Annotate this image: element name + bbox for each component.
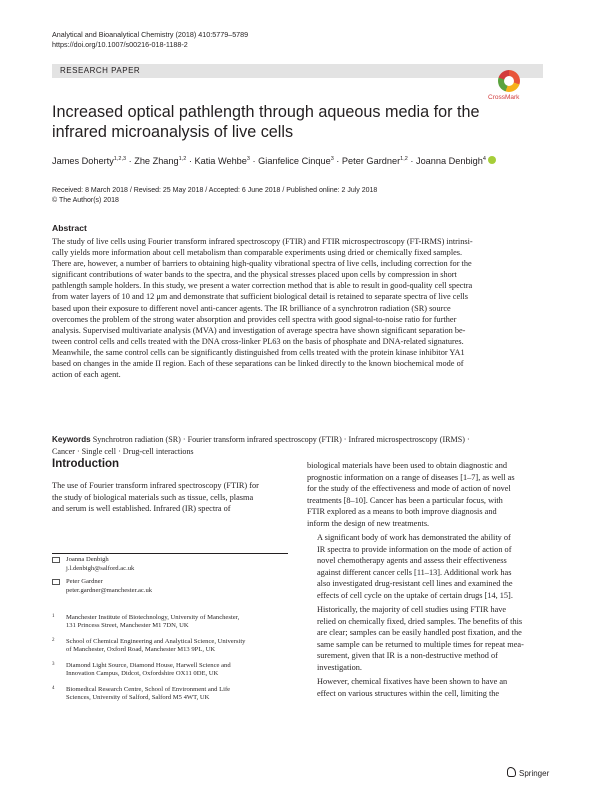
paragraph-line: IR spectra to provide information on the mode of action of	[317, 544, 512, 554]
paragraph-line: are clear; samples can be easily handled post fixation, and the	[317, 628, 522, 637]
affiliation-line: Innovation Campus, Didcot, Oxfordshire OX11 0DE, UK	[66, 670, 219, 678]
paragraph-line: surement, given that IR is a non-destructive method of	[317, 651, 498, 660]
affiliation-line: 131 Princess Street, Manchester M1 7DN, UK	[66, 622, 189, 630]
crossmark-label: CrossMark	[488, 94, 520, 101]
contact-entry	[52, 578, 288, 596]
author-affiliation-marker: 1,2	[400, 156, 408, 162]
author-name[interactable]: James Doherty	[52, 156, 114, 167]
affiliation-text	[66, 614, 288, 631]
author-affiliation-marker: 3	[330, 156, 334, 162]
abstract-line: Meanwhile, the same control cells can be significantly distinguished from cells treated with the protein kinase inhibitor YA1	[52, 347, 465, 357]
contact-text	[66, 556, 134, 573]
springer-horse-icon	[507, 767, 516, 777]
introduction-heading: Introduction	[52, 458, 120, 470]
abstract-line: based on changes in the amide II region. Each of these separations can be linked directly to the known biochemical mode of	[52, 359, 464, 369]
paragraph-line: FTIR explored as a means to both improve diagnosis and	[307, 507, 497, 516]
affiliation-number: 1	[52, 614, 55, 619]
affiliation-entry	[52, 638, 288, 658]
abstract-line: cally yields more information about cell metabolism than comparable experiments using dried or chemically fixed samples.	[52, 248, 463, 258]
paragraph-line: novel chemotherapy agents and assess their effectiveness	[317, 556, 507, 565]
doi-link[interactable]: https://doi.org/10.1007/s00216-018-1188-2	[52, 40, 188, 49]
abstract-line: significant contributions of water bands to the spectra, and the physical stresses placed upon cells by compression in short	[52, 270, 457, 280]
paragraph-line: prognostic information on a range of diseases [1–7], as well as	[307, 472, 515, 482]
publisher-logo	[507, 767, 549, 778]
affiliation-line: Manchester Institute of Biotechnology, University of Manchester,	[66, 614, 240, 621]
affiliation-number: 4	[52, 686, 55, 691]
paragraph-line: inform the design of new treatments.	[307, 518, 430, 528]
orcid-icon[interactable]	[488, 156, 496, 164]
contact-text	[66, 578, 152, 595]
affiliation-text	[66, 662, 288, 679]
envelope-icon	[52, 557, 60, 563]
keywords-text: Synchrotron radiation (SR) · Fourier transform infrared spectroscopy (FTIR) · Infrared microspectroscopy (IRMS) ·	[92, 435, 470, 444]
affiliation-line: School of Chemical Engineering and Analytical Science, University	[66, 638, 246, 645]
affiliation-entry	[52, 614, 288, 634]
paragraph-line: for the study of the effectiveness and mode of action of novel	[307, 484, 511, 493]
author-name[interactable]: Joanna Denbigh	[415, 156, 483, 167]
abstract-line: analysis. Supervised multivariate analysis (MVA) and investigation of average spectra have shown significant separation be-	[52, 325, 466, 335]
abstract-line: pathlength sample holders. In this study, we present a water correction method that is able to result in good-quality cell spectra	[52, 281, 473, 291]
journal-citation: Analytical and Bioanalytical Chemistry (2018) 410:5779–5789	[52, 30, 249, 39]
author-name[interactable]: Zhe Zhang	[134, 156, 179, 167]
envelope-icon	[52, 579, 60, 585]
dates-line: Received: 8 March 2018 / Revised: 25 May 2018 / Accepted: 6 June 2018 / Published online: 2 July 2018	[52, 187, 378, 194]
paragraph	[307, 604, 543, 673]
author-separator: ·	[126, 156, 135, 167]
introduction-line: and serum is well established. Infrared (IR) spectra of	[52, 504, 231, 513]
affiliation-text	[66, 638, 288, 655]
introduction-line: The use of Fourier transform infrared spectroscopy (FTIR) for	[52, 481, 259, 490]
article-title: Increased optical pathlength through aqueous media for the infrared microanalysis of live cells	[52, 103, 480, 141]
contact-name: Peter Gardner	[66, 578, 103, 585]
paragraph	[307, 532, 543, 601]
abstract-line: action of each agent.	[52, 370, 121, 380]
author-name[interactable]: Peter Gardner	[341, 156, 401, 167]
crossmark-icon	[498, 70, 520, 92]
crossmark-badge[interactable]	[488, 70, 540, 106]
section-label: RESEARCH PAPER	[60, 66, 141, 75]
author-separator: ·	[249, 156, 259, 167]
footnote-divider	[52, 553, 288, 554]
author-affiliation-marker: 4	[482, 156, 486, 162]
abstract-heading: Abstract	[52, 223, 87, 233]
introduction-line: the study of biological materials such as tissue, cells, plasma	[52, 492, 254, 502]
affiliation-line: Sciences, University of Salford, Salford M5 4WT, UK	[66, 694, 210, 702]
publisher-name: Springer	[519, 769, 550, 778]
affiliation-entry	[52, 662, 288, 682]
abstract-line: overcomes the problem of the strong water absorption and provides cell spectra with good signal-to-noise ratio for further	[52, 314, 457, 324]
paragraph	[307, 460, 543, 529]
journal-header	[52, 30, 248, 50]
paragraph	[307, 676, 543, 699]
keywords-heading: Keywords	[52, 435, 91, 444]
keywords-block	[52, 434, 543, 457]
paragraph-line: relied on chemically fixed, dried samples. The benefits of this	[317, 616, 523, 626]
author-affiliation-marker: 1,2,3	[113, 156, 127, 162]
author-separator: ·	[186, 156, 195, 167]
author-affiliation-marker: 1,2	[178, 156, 187, 162]
copyright-line: © The Author(s) 2018	[52, 196, 119, 204]
affiliation-line: of Manchester, Oxford Road, Manchester M13 9PL, UK	[66, 646, 216, 654]
author-separator: ·	[407, 156, 416, 167]
introduction-left-text	[52, 480, 288, 515]
affiliation-line: Biomedical Research Centre, School of Environment and Life	[66, 686, 231, 693]
paragraph-line: also investigated drug-resistant cell lines and examined the	[317, 579, 513, 588]
affiliation-number: 2	[52, 638, 55, 643]
affiliation-entry	[52, 686, 288, 706]
keywords-text: Cancer · Single cell · Drug-cell interactions	[52, 446, 194, 456]
paragraph-line: Historically, the majority of cell studies using FTIR have	[317, 605, 507, 614]
article-dates	[52, 186, 377, 205]
author-list	[52, 156, 552, 166]
abstract-line: tween control cells and cells treated with the DNA cross-linker PL63 on the basis of phosphate and DNA-related signatures.	[52, 336, 464, 346]
author-name[interactable]: Katia Wehbe	[194, 156, 247, 167]
paragraph-line: treatments [8–10]. Cancer has been a particular focus, with	[307, 495, 503, 505]
affiliation-line: Diamond Light Source, Diamond House, Harwell Science and	[66, 662, 231, 669]
contact-email[interactable]: peter.gardner@manchester.ac.uk	[66, 586, 153, 594]
contact-entry	[52, 556, 288, 574]
author-name[interactable]: Gianfelice Cinque	[258, 156, 331, 167]
paragraph-line: same sample can be returned to multiple times for repeat mea-	[317, 639, 524, 649]
abstract-line: based upon their exposure to different novel anti-cancer agents. The IR brilliance of a synchrotron radiation (SR) source	[52, 303, 451, 313]
paragraph-line: biological materials have been used to obtain diagnostic and	[307, 461, 507, 470]
paragraph-line: A significant body of work has demonstrated the ability of	[317, 533, 511, 542]
abstract-line: from water layers of 10 and 12 μm and demonstrate that sufficient biological detail is retained to separate spectra of live cells	[52, 292, 468, 302]
paragraph-line: effect on various structures within the cell, limiting the	[317, 688, 500, 698]
contact-name: Joanna Denbigh	[66, 556, 109, 563]
author-separator: ·	[333, 156, 342, 167]
affiliation-text	[66, 686, 288, 703]
abstract-line: There are, however, a number of barriers to obtaining high-quality vibrational spectra of live cells, including correction for the	[52, 259, 472, 269]
paragraph-line: However, chemical fixatives have been shown to have an	[317, 677, 508, 686]
paragraph-line: investigation.	[317, 662, 362, 672]
abstract-body	[52, 236, 543, 380]
keywords-line	[52, 446, 543, 458]
contact-email[interactable]: j.l.denbigh@salford.ac.uk	[66, 564, 135, 572]
paragraph-line: against different cancer cells [11–13]. Additional work has	[317, 567, 512, 577]
affiliation-number: 3	[52, 662, 55, 667]
introduction-right-column	[307, 460, 543, 702]
keywords-line	[52, 434, 543, 446]
paragraph-line: effects of cell cycle on the uptake of certain drugs [14, 15].	[317, 590, 513, 600]
abstract-line: The study of live cells using Fourier transform infrared spectroscopy (FTIR) and FTIR microspectroscopy (FT-IRMS) intrinsi-	[52, 237, 473, 246]
author-affiliation-marker: 3	[246, 156, 250, 162]
